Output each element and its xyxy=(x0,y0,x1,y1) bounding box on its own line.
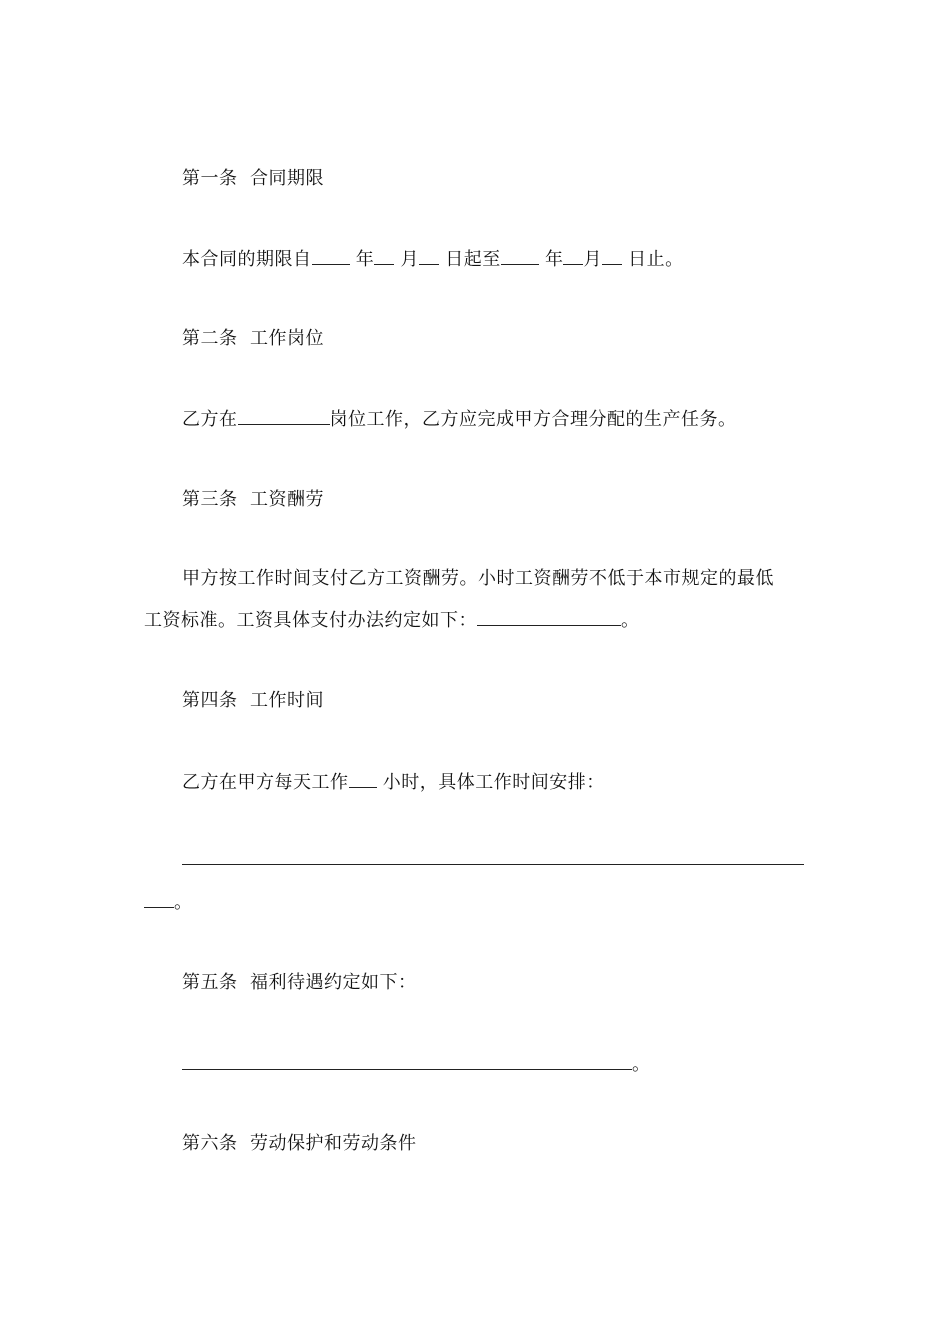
article-3-text-line2 xyxy=(144,607,640,633)
blank-start-day[interactable] xyxy=(419,246,439,265)
article-3-text-line2-start: 工资标准。工资具体支付办法约定如下： xyxy=(144,610,477,631)
label-day-1: 日起至 xyxy=(445,249,501,270)
article-3-text-line1: 甲方按工作时间支付乙方工资酬劳。小时工资酬劳不低于本市规定的最低 xyxy=(182,568,774,589)
article-4-title: 第四条 工作时间 xyxy=(182,690,324,711)
article-1-text xyxy=(182,246,684,272)
article-3-period: 。 xyxy=(621,610,640,631)
article-1-title: 第一条 合同期限 xyxy=(182,168,324,189)
blank-end-day[interactable] xyxy=(602,246,622,265)
blank-start-year[interactable] xyxy=(312,246,350,265)
article-1-text-start: 本合同的期限自 xyxy=(182,249,312,270)
blank-job-position[interactable] xyxy=(238,406,330,425)
article-4-text-start: 乙方在甲方每天工作 xyxy=(182,772,349,793)
blank-end-year[interactable] xyxy=(501,246,539,265)
article-2-text-start: 乙方在 xyxy=(182,409,238,430)
blank-schedule-continued[interactable] xyxy=(144,889,174,908)
article-4-text xyxy=(182,769,605,795)
blank-payment-method[interactable] xyxy=(477,607,621,626)
label-year-1: 年 xyxy=(355,249,375,270)
article-2-title: 第二条 工作岗位 xyxy=(182,328,324,349)
article-5-period: 。 xyxy=(632,1054,651,1075)
article-4-schedule-end xyxy=(144,889,193,915)
blank-benefits[interactable] xyxy=(182,1051,632,1070)
label-month-1: 月 xyxy=(400,249,419,270)
blank-end-month[interactable] xyxy=(563,246,583,265)
blank-schedule-line[interactable] xyxy=(182,864,804,865)
blank-daily-hours[interactable] xyxy=(349,769,377,788)
article-2-text xyxy=(182,406,737,432)
label-month-2: 月 xyxy=(583,249,602,270)
article-5-title: 第五条 福利待遇约定如下： xyxy=(182,972,417,993)
label-year-2: 年 xyxy=(544,249,564,270)
article-4-period: 。 xyxy=(174,892,193,913)
article-2-text-end: 岗位工作，乙方应完成甲方合理分配的生产任务。 xyxy=(329,409,737,430)
article-3-title: 第三条 工资酬劳 xyxy=(182,489,324,510)
article-4-text-end: 小时，具体工作时间安排： xyxy=(382,772,605,793)
blank-start-month[interactable] xyxy=(374,246,394,265)
article-5-blank-line xyxy=(182,1051,651,1077)
label-day-2: 日止。 xyxy=(628,249,684,270)
article-6-title: 第六条 劳动保护和劳动条件 xyxy=(182,1133,417,1154)
